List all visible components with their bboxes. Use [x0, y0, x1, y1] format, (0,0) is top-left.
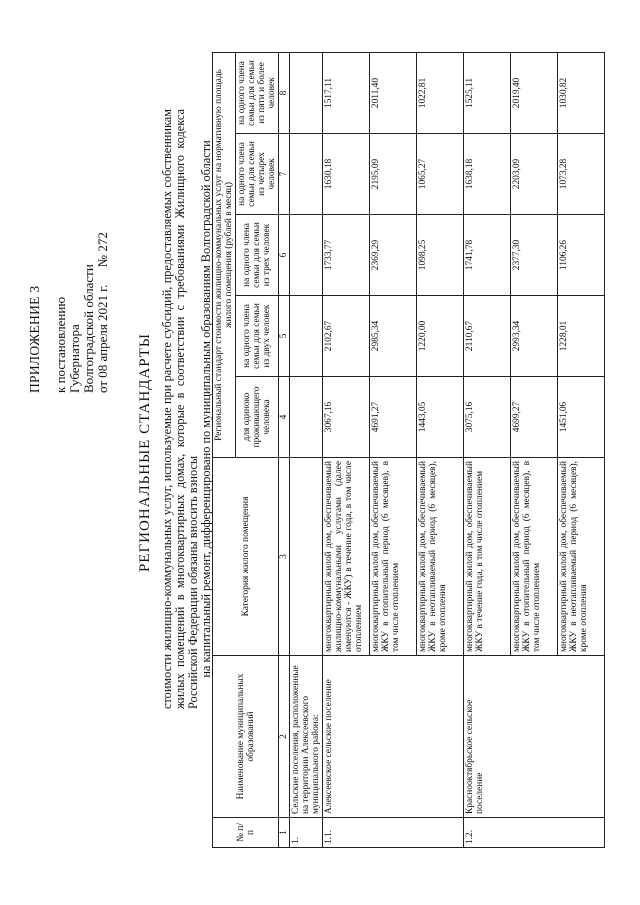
row-category: многоквартирный жилой дом, обеспечиваемый жилищно-коммунальными услугами (далее именуются - ЖКУ) в течение года, в том числе отоплением — [323, 458, 370, 656]
section-empty-cell — [290, 53, 323, 134]
section-empty-cell — [290, 134, 323, 215]
column-number: 4 — [279, 377, 290, 458]
header-num: № п/п — [213, 818, 279, 848]
row-value: 1022,81 — [417, 53, 464, 134]
row-value: 1106,26 — [558, 215, 605, 296]
row-value: 2019,40 — [511, 53, 558, 134]
column-number: 7 — [279, 134, 290, 215]
section-name: Сельские поселения, расположенные на территории Алексеевского муниципального района: — [290, 656, 323, 818]
section-empty-cell — [290, 458, 323, 656]
row-value: 4691,27 — [370, 377, 417, 458]
header-five: на одного члена семьи для семьи из пяти и более человек — [236, 53, 279, 134]
row-value: 1517,11 — [323, 53, 370, 134]
row-value: 1638,18 — [464, 134, 511, 215]
header-three: на одного члена семьи для семьи из трех человек — [236, 215, 279, 296]
row-value: 1630,18 — [323, 134, 370, 215]
row-category: многоквартирный жилой дом, обеспечиваемый ЖКУ в отопительный период (6 месяцев), в том числе отоплением — [511, 458, 558, 656]
header-municipality: Наименование муниципальных образований — [213, 656, 279, 818]
row-municipality: Краснооктябрьское сельское поселение — [464, 656, 605, 818]
appendix-line-3: Волгоградской области — [81, 264, 96, 393]
column-number: 5 — [279, 296, 290, 377]
row-category: многоквартирный жилой дом, обеспечиваемый ЖКУ в неотапливаемый период (6 месяцев), кроме отопления — [558, 458, 605, 656]
row-value: 1098,25 — [417, 215, 464, 296]
appendix-title: ПРИЛОЖЕНИЕ 3 — [27, 285, 42, 393]
row-value: 2102,67 — [323, 296, 370, 377]
document-subtitle-line-1: стоимости жилищно-коммунальных услуг, используемые при расчете субсидий, предоставляемых собственникам жилых помещений в многоквартирных домах, которые в соответствии с требованиями Жилищного кодекса Российской Федерации обязаны вносить взносы — [160, 109, 200, 709]
row-value: 2369,29 — [370, 215, 417, 296]
row-municipality: Алексеевское сельское поселение — [323, 656, 464, 818]
document-subtitle-line-2: на капитальный ремонт, дифференцировано по муниципальным образованиям Волгоградской области — [199, 140, 213, 678]
row-category: многоквартирный жилой дом, обеспечиваемый ЖКУ в неотапливаемый период (6 месяцев), кроме отопления — [417, 458, 464, 656]
document-subtitle — [161, 109, 213, 709]
row-num: 1.1. — [323, 818, 464, 848]
row-value: 2203,09 — [511, 134, 558, 215]
standards-table — [212, 52, 605, 848]
row-value: 2110,67 — [464, 296, 511, 377]
row-value: 1065,27 — [417, 134, 464, 215]
column-number: 3 — [279, 458, 290, 656]
row-value: 2195,09 — [370, 134, 417, 215]
appendix-line-2: Губернатора — [67, 324, 82, 393]
section-empty-cell — [290, 215, 323, 296]
table-row — [464, 53, 511, 848]
row-value: 2993,34 — [511, 296, 558, 377]
section-row — [290, 53, 323, 848]
row-category: многоквартирный жилой дом, обеспечиваемый ЖКУ в отопительный период (6 месяцев), в том числе отоплением — [370, 458, 417, 656]
section-empty-cell — [290, 377, 323, 458]
row-value: 4699,27 — [511, 377, 558, 458]
row-num: 1.2. — [464, 818, 605, 848]
row-value: 1073,28 — [558, 134, 605, 215]
appendix-number: № 272 — [95, 232, 110, 268]
column-number: 8 — [279, 53, 290, 134]
row-value: 1733,77 — [323, 215, 370, 296]
row-value: 1228,01 — [558, 296, 605, 377]
table-row — [323, 53, 370, 848]
row-value: 3075,16 — [464, 377, 511, 458]
header-standard-group: Региональный стандарт стоимости жилищно-коммунальных услуг на нормативную площадь жилого помещения (рублей в месяц) — [213, 53, 236, 458]
row-value: 1525,11 — [464, 53, 511, 134]
row-value: 1451,06 — [558, 377, 605, 458]
row-category: многоквартирный жилой дом, обеспечиваемый ЖКУ в течение года, в том числе отоплением — [464, 458, 511, 656]
row-value: 2011,40 — [370, 53, 417, 134]
row-value: 3067,16 — [323, 377, 370, 458]
column-number-row — [279, 53, 290, 848]
column-number: 2 — [279, 656, 290, 818]
appendix-block — [28, 232, 110, 393]
row-value: 1443,05 — [417, 377, 464, 458]
row-value: 1741,78 — [464, 215, 511, 296]
section-num: 1. — [290, 818, 323, 848]
row-value: 1030,82 — [558, 53, 605, 134]
appendix-date: от 08 апреля 2021 г. — [95, 284, 110, 393]
header-category: Категория жилого помещения — [213, 458, 279, 656]
header-four: на одного члена семьи для семьи из четырех человек — [236, 134, 279, 215]
row-value: 2377,30 — [511, 215, 558, 296]
row-value: 1220,00 — [417, 296, 464, 377]
header-two: на одного члена семьи для семьи из двух человек — [236, 296, 279, 377]
document-title: РЕГИОНАЛЬНЫЕ СТАНДАРТЫ — [137, 332, 153, 573]
column-number: 6 — [279, 215, 290, 296]
row-value: 2985,34 — [370, 296, 417, 377]
appendix-date-line — [96, 232, 110, 393]
appendix-line-1: к постановлению — [53, 296, 68, 393]
column-number: 1 — [279, 818, 290, 848]
section-empty-cell — [290, 296, 323, 377]
header-single: для одиноко проживающего человека — [236, 377, 279, 458]
